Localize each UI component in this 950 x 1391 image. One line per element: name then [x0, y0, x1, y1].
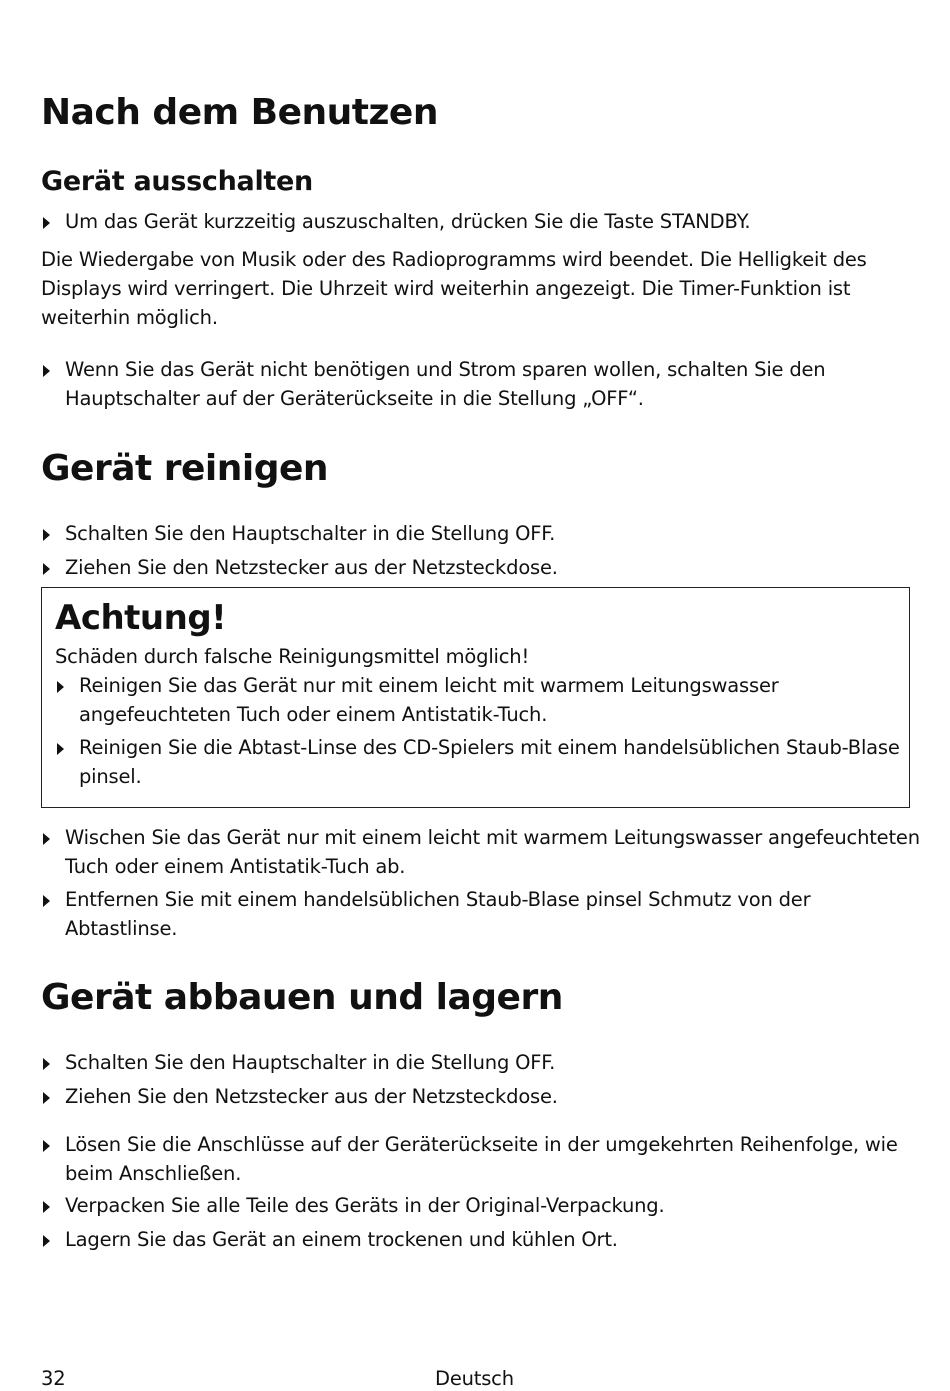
list-item-text: Entfernen Sie mit einem handelsüblichen Staub-Blase pinsel Schmutz von der Abtastlinse.	[65, 888, 811, 940]
arrow-right-icon	[43, 833, 50, 845]
list-item	[55, 671, 900, 729]
arrow-right-icon	[57, 743, 64, 755]
list-item-text: Lagern Sie das Gerät an einem trockenen und kühlen Ort.	[65, 1228, 618, 1251]
arrow-right-icon	[43, 217, 50, 229]
arrow-right-icon	[43, 1201, 50, 1213]
list-item	[41, 207, 911, 236]
page-title: Nach dem Benutzen	[41, 92, 438, 133]
list-item	[41, 519, 911, 548]
page-number: 32	[41, 1367, 66, 1390]
list-item	[55, 733, 900, 791]
warning-intro: Schäden durch falsche Reinigungsmittel möglich!	[55, 645, 530, 668]
list-item	[41, 1082, 911, 1111]
list-item-text: Reinigen Sie die Abtast-Linse des CD-Spielers mit einem handelsüblichen Staub-Blase pinsel.	[79, 736, 900, 788]
arrow-right-icon	[43, 895, 50, 907]
section-subtitle-ausschalten: Gerät ausschalten	[41, 166, 313, 197]
list-item-text: Lösen Sie die Anschlüsse auf der Geräterückseite in der umgekehrten Reihenfolge, wie beim Anschließen.	[65, 1133, 898, 1185]
warning-box	[41, 587, 910, 808]
list-item	[41, 553, 911, 582]
list-item-text: Ziehen Sie den Netzstecker aus der Netzsteckdose.	[65, 556, 558, 579]
list-item-text: Schalten Sie den Hauptschalter in die Stellung OFF.	[65, 1051, 556, 1074]
list-item	[41, 1048, 911, 1077]
arrow-right-icon	[43, 365, 50, 377]
list-item	[41, 1130, 911, 1188]
footer-language: Deutsch	[435, 1367, 514, 1390]
list-item-text: Wischen Sie das Gerät nur mit einem leicht mit warmem Leitungswasser angefeuchteten Tuch oder einem Antistatik-Tuch ab.	[65, 826, 920, 878]
list-item	[41, 885, 911, 943]
section-title-reinigen: Gerät reinigen	[41, 448, 329, 489]
arrow-right-icon	[43, 563, 50, 575]
list-item-text: Wenn Sie das Gerät nicht benötigen und Strom sparen wollen, schalten Sie den Hauptschalter auf der Geräterückseite in die Stellung „OFF“.	[65, 358, 826, 410]
list-item	[41, 1191, 911, 1220]
list-item-text: Verpacken Sie alle Teile des Geräts in der Original-Verpackung.	[65, 1194, 665, 1217]
section-title-abbauen: Gerät abbauen und lagern	[41, 977, 563, 1018]
arrow-right-icon	[57, 681, 64, 693]
arrow-right-icon	[43, 529, 50, 541]
list-item	[41, 823, 921, 881]
body-paragraph: Die Wiedergabe von Musik oder des Radioprogramms wird beendet. Die Helligkeit des Displays wird verringert. Die Uhrzeit wird weiterhin angezeigt. Die Timer-Funktion ist weiterhin möglich.	[41, 248, 867, 329]
warning-title: Achtung!	[55, 598, 227, 638]
arrow-right-icon	[43, 1140, 50, 1152]
list-item	[41, 1225, 911, 1254]
arrow-right-icon	[43, 1235, 50, 1247]
list-item-text: Ziehen Sie den Netzstecker aus der Netzsteckdose.	[65, 1085, 558, 1108]
list-item	[41, 355, 911, 413]
list-item-text: Reinigen Sie das Gerät nur mit einem leicht mit warmem Leitungswasser angefeuchteten Tuch oder einem Antistatik-Tuch.	[79, 674, 779, 726]
list-item-text: Um das Gerät kurzzeitig auszuschalten, drücken Sie die Taste STANDBY.	[65, 210, 751, 233]
list-item-text: Schalten Sie den Hauptschalter in die Stellung OFF.	[65, 522, 556, 545]
arrow-right-icon	[43, 1058, 50, 1070]
arrow-right-icon	[43, 1092, 50, 1104]
